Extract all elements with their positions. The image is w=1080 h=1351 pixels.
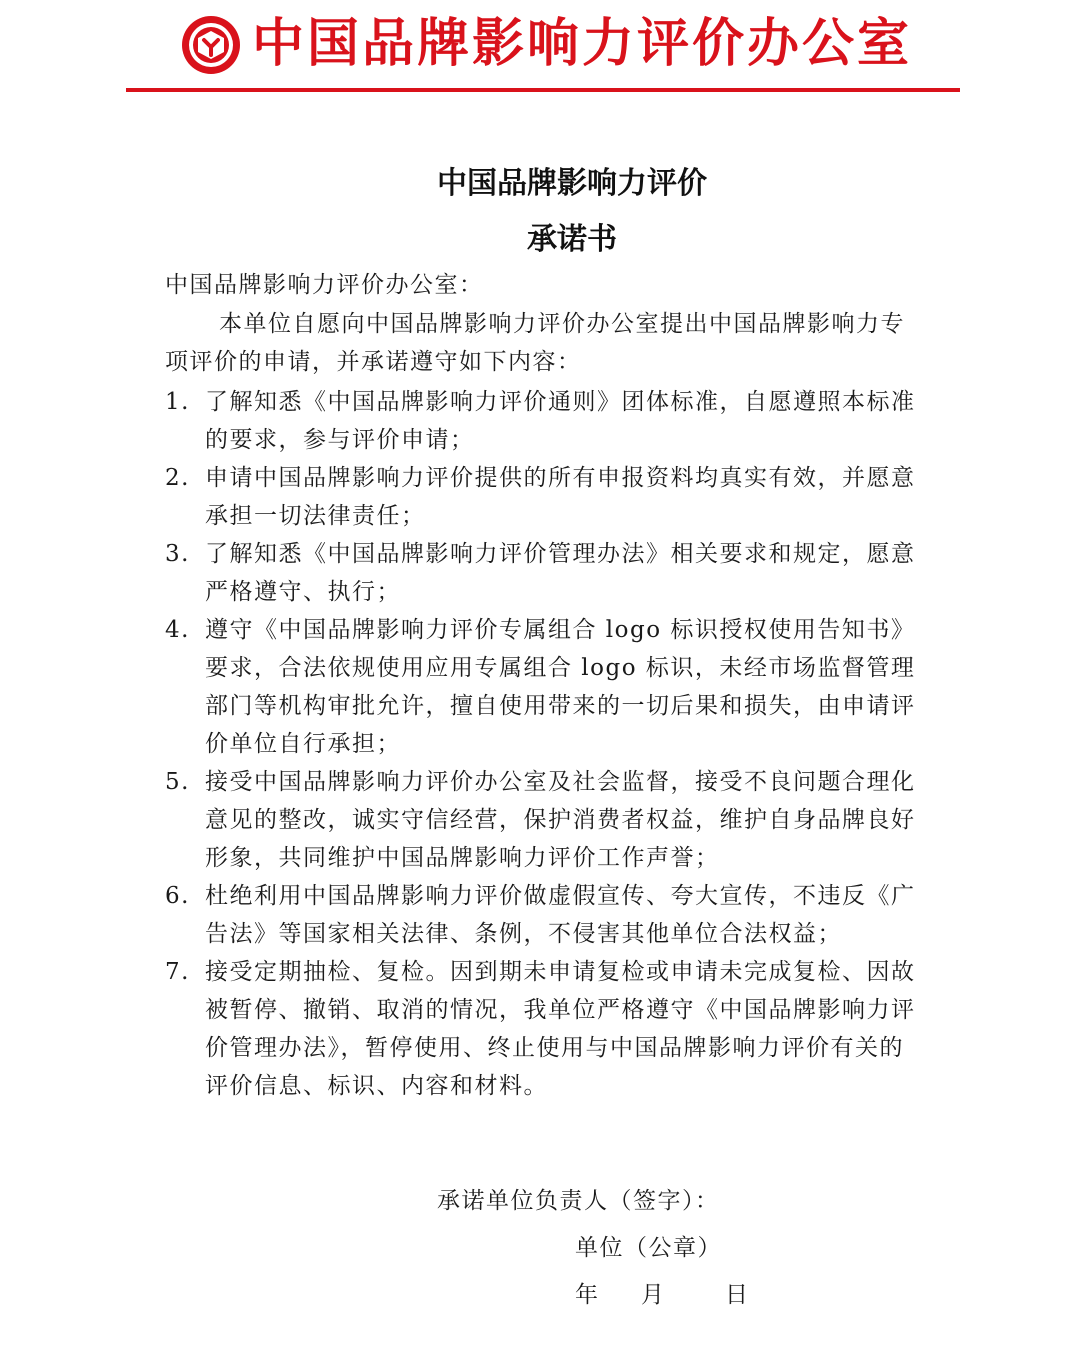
date-year-label: 年 [575, 1282, 598, 1308]
commitment-item [165, 535, 917, 611]
date-line [575, 1276, 775, 1314]
item-text: 接受中国品牌影响力评价办公室及社会监督，接受不良问题合理化意见的整改，诚实守信经营，保护消费者权益，维护自身品牌良好形象，共同维护中国品牌影响力评价工作声誉； [205, 769, 916, 871]
item-text: 了解知悉《中国品牌影响力评价通则》团体标准，自愿遵照本标准的要求，参与评价申请； [205, 389, 916, 453]
commitment-item [165, 763, 917, 877]
item-text: 杜绝利用中国品牌影响力评价做虚假宣传、夸大宣传，不违反《广告法》等国家相关法律、条例，不侵害其他单位合法权益； [205, 883, 916, 947]
item-number: 6. [165, 883, 190, 909]
intro-paragraph: 本单位自愿向中国品牌影响力评价办公室提出中国品牌影响力专项评价的申请，并承诺遵守如下内容： [165, 311, 905, 375]
item-number: 2. [165, 465, 190, 491]
seal-logo-icon [180, 14, 242, 76]
item-text: 遵守《中国品牌影响力评价专属组合 logo 标识授权使用告知书》要求，合法依规使用应用专属组合 logo 标识，未经市场监督管理部门等机构审批允许，擅自使用带来的一切后果和损失，由申请评价单位自行承担； [205, 617, 916, 757]
commitment-item [165, 877, 917, 953]
item-number: 1. [165, 389, 190, 415]
item-text: 接受定期抽检、复检。因到期未申请复检或申请未完成复检、因故被暂停、撤销、取消的情况，我单位严格遵守《中国品牌影响力评价管理办法》，暂停使用、终止使用与中国品牌影响力评价有关的评价信息、标识、内容和材料。 [205, 959, 916, 1099]
item-number: 4. [165, 617, 190, 643]
letterhead [0, 0, 1080, 100]
item-number: 3. [165, 541, 190, 567]
signature-person-label: 承诺单位负责人（签字）： [437, 1188, 720, 1214]
commitment-item [165, 459, 917, 535]
unit-seal-label: 单位（公章） [575, 1235, 722, 1261]
item-text: 了解知悉《中国品牌影响力评价管理办法》相关要求和规定，愿意严格遵守、执行； [205, 541, 916, 605]
commitment-item [165, 611, 917, 763]
document-title: 中国品牌影响力评价 [437, 166, 707, 201]
item-text: 申请中国品牌影响力评价提供的所有申报资料均真实有效，并愿意承担一切法律责任； [205, 465, 916, 529]
item-number: 7. [165, 959, 190, 985]
document-subtitle: 承诺书 [527, 222, 617, 257]
salutation: 中国品牌影响力评价办公室： [165, 272, 484, 298]
office-name: 中国品牌影响力评价办公室 [252, 14, 913, 74]
commitment-item [165, 953, 917, 1105]
date-month-label: 月 [641, 1282, 664, 1308]
letterhead-divider [126, 88, 960, 92]
commitment-item [165, 383, 917, 459]
date-day-label: 日 [725, 1282, 748, 1308]
commitment-list [165, 383, 917, 1105]
item-number: 5. [165, 769, 190, 795]
